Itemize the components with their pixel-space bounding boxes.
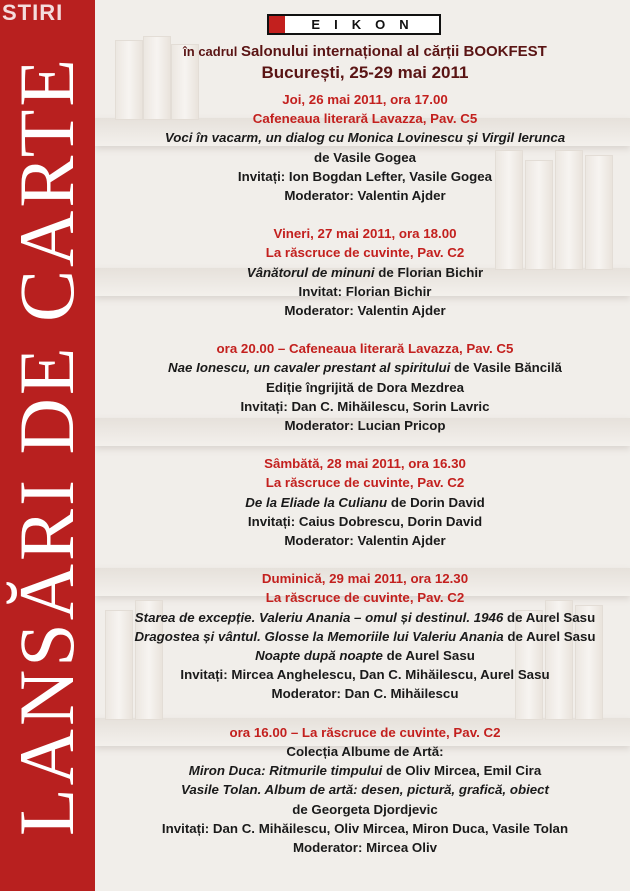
vertical-title: LANSĂRI DE CARTE bbox=[3, 56, 90, 836]
watermark-text: STIRI bbox=[2, 0, 64, 25]
event-moderator: Moderator: Mircea Oliv bbox=[292, 839, 438, 855]
book-author: de Vasile Gogea bbox=[314, 149, 416, 165]
book-title: Miron Duca: Ritmurile timpului bbox=[188, 763, 383, 779]
event-date-venue: ora 20.00 – Cafeneaua literară Lavazza, Pav. C5 bbox=[216, 341, 514, 357]
book-title: Nae Ionescu, un cavaler prestant al spiritului bbox=[168, 360, 451, 376]
book-line bbox=[110, 646, 620, 665]
event-venue: La răscruce de cuvinte, Pav. C2 bbox=[265, 590, 465, 606]
event-guests: Invitat: Florian Bichir bbox=[298, 283, 432, 299]
book-edition: Ediție îngrijită de Dora Mezdrea bbox=[265, 379, 465, 395]
book-title: Noapte după noapte bbox=[255, 648, 383, 664]
book-author: de Vasile Băncilă bbox=[450, 360, 562, 376]
logo-text: EIKON bbox=[311, 17, 423, 32]
event-guests: Invitați: Dan C. Mihăilescu, Sorin Lavric bbox=[240, 398, 490, 414]
book-author: de Aurel Sasu bbox=[503, 628, 596, 644]
book-line bbox=[110, 608, 620, 627]
event-moderator: Moderator: Valentin Ajder bbox=[284, 188, 446, 204]
event-4 bbox=[110, 454, 620, 550]
book-title: Starea de excepție. Valeriu Anania – omul și destinul. 1946 bbox=[134, 609, 504, 625]
event-moderator: Moderator: Lucian Pricop bbox=[284, 418, 446, 434]
logo-red-block bbox=[269, 16, 285, 33]
header-location-dates: București, 25-29 mai 2011 bbox=[261, 63, 469, 82]
event-venue: La răscruce de cuvinte, Pav. C2 bbox=[265, 245, 465, 261]
event-guests: Invitați: Ion Bogdan Lefter, Vasile Gogea bbox=[237, 168, 493, 184]
book-title: Dragostea și vântul. Glosse la Memoriile lui Valeriu Anania bbox=[134, 628, 504, 644]
event-1 bbox=[110, 90, 620, 205]
header-fair-name: Salonului internațional al cărții BOOKFEST bbox=[240, 43, 547, 60]
event-venue: La răscruce de cuvinte, Pav. C2 bbox=[265, 475, 465, 491]
book-author: de Oliv Mircea, Emil Cira bbox=[382, 763, 542, 779]
event-6 bbox=[110, 723, 620, 857]
collection-name: Colecția Albume de Artă: bbox=[286, 743, 444, 759]
publisher-logo bbox=[267, 14, 441, 35]
event-guests: Invitați: Caius Dobrescu, Dorin David bbox=[247, 513, 483, 529]
event-venue: Cafeneaua literară Lavazza, Pav. C5 bbox=[252, 111, 478, 127]
book-author: de Dorin David bbox=[387, 494, 485, 510]
book-line bbox=[110, 358, 620, 377]
program-content bbox=[110, 41, 620, 857]
event-moderator: Moderator: Dan C. Mihăilescu bbox=[271, 686, 459, 702]
event-guests: Invitați: Mircea Anghelescu, Dan C. Mihăilescu, Aurel Sasu bbox=[180, 667, 550, 683]
event-moderator: Moderator: Valentin Ajder bbox=[284, 303, 446, 319]
book-line bbox=[110, 627, 620, 646]
book-author: de Aurel Sasu bbox=[382, 648, 475, 664]
book-line bbox=[110, 263, 620, 282]
book-line bbox=[110, 493, 620, 512]
book-line bbox=[110, 761, 620, 780]
event-date: Sâmbătă, 28 mai 2011, ora 16.30 bbox=[264, 456, 466, 472]
header-line-1 bbox=[110, 41, 620, 62]
header-prefix: în cadrul bbox=[183, 44, 241, 59]
book-title: Voci în vacarm, un dialog cu Monica Lovinescu și Virgil Ierunca bbox=[164, 130, 566, 146]
event-date: Vineri, 27 mai 2011, ora 18.00 bbox=[273, 226, 457, 242]
book-author: de Georgeta Djordjevic bbox=[292, 801, 438, 817]
book-title: De la Eliade la Culianu bbox=[245, 494, 388, 510]
book-author: de Florian Bichir bbox=[374, 264, 484, 280]
event-date: Joi, 26 mai 2011, ora 17.00 bbox=[282, 92, 448, 107]
event-3 bbox=[110, 339, 620, 435]
sidebar-banner bbox=[0, 0, 95, 891]
book-title: Vasile Tolan. Album de artă: desen, pictură, grafică, obiect bbox=[181, 782, 549, 798]
event-guests: Invitați: Dan C. Mihăilescu, Oliv Mircea, Miron Duca, Vasile Tolan bbox=[161, 820, 569, 836]
book-author: de Aurel Sasu bbox=[503, 609, 596, 625]
event-5 bbox=[110, 569, 620, 703]
book-title: Vânătorul de minuni bbox=[246, 264, 375, 280]
event-2 bbox=[110, 224, 620, 320]
event-date: Duminică, 29 mai 2011, ora 12.30 bbox=[261, 571, 469, 587]
event-date-venue: ora 16.00 – La răscruce de cuvinte, Pav. C2 bbox=[229, 724, 501, 740]
event-moderator: Moderator: Valentin Ajder bbox=[284, 533, 446, 549]
